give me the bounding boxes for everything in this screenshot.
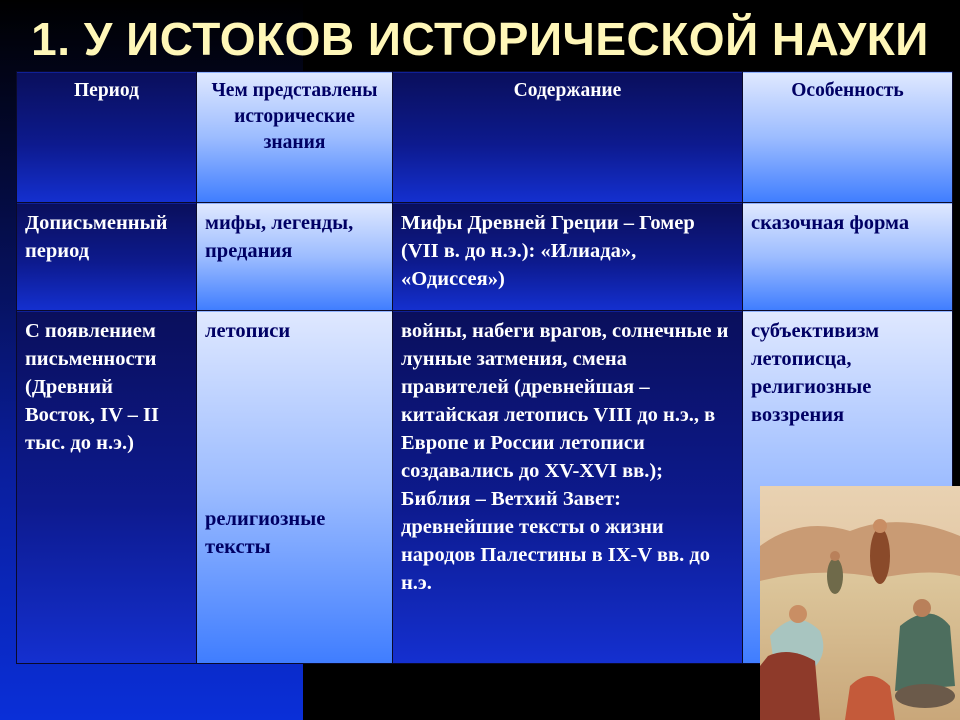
- cell-period: С появлением письменности (Древний Восток, IV – II тыс. до н.э.): [17, 311, 197, 664]
- slide-title: 1. У ИСТОКОВ ИСТОРИЧЕСКОЙ НАУКИ: [31, 13, 929, 65]
- cell-knowledge: [197, 311, 393, 664]
- cell-feature: субъективизм летописца, религиозные воззрения: [743, 311, 953, 664]
- knowledge-religious-texts: религиозные тексты: [205, 508, 326, 558]
- header-knowledge: Чем представлены исторические знания: [197, 72, 393, 203]
- header-period: Период: [17, 72, 197, 203]
- header-content: Содержание: [393, 72, 743, 203]
- table-row: [17, 203, 953, 311]
- biblical-scene-painting: [760, 486, 960, 720]
- cell-content: Мифы Древней Греции – Гомер (VII в. до н.э.): «Илиада», «Одиссея»): [393, 203, 743, 311]
- cell-content: войны, набеги врагов, солнечные и лунные затмения, смена правителей (древнейшая – китайская летопись VIII до н.э., в Европе и России летописи создавались до XV-XVI вв.); Библия – Ветхий Завет: древнейшие тексты о жизни народов Палестины в IX-V вв. до н.э.: [393, 311, 743, 664]
- table-header-row: [17, 72, 953, 203]
- header-feature: Особенность: [743, 72, 953, 203]
- knowledge-chronicles: летописи: [205, 320, 291, 342]
- cell-period: Дописьменный период: [17, 203, 197, 311]
- cell-feature: сказочная форма: [743, 203, 953, 311]
- cell-knowledge: мифы, легенды, предания: [197, 203, 393, 311]
